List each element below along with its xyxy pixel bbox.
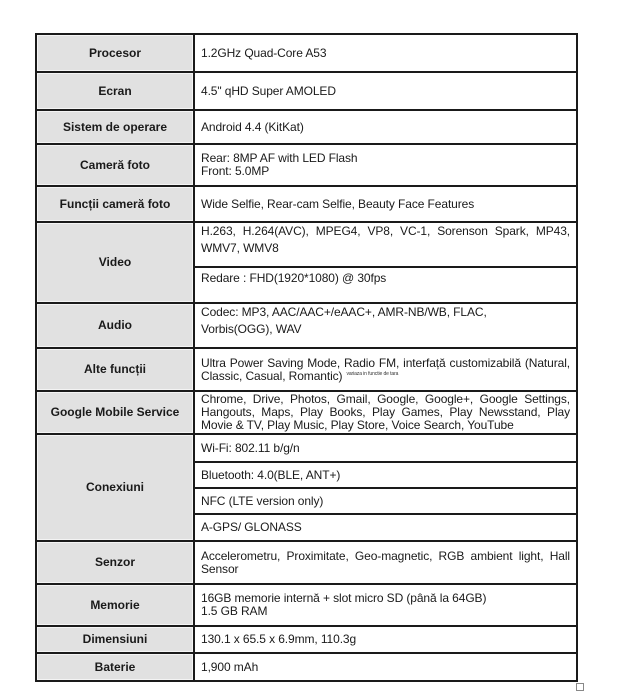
row-conexiuni-wifi xyxy=(36,434,577,462)
value-conexiuni-bluetooth: Bluetooth: 4.0(BLE, ANT+) xyxy=(194,462,577,488)
alte-functii-note: variaza in functie de tara xyxy=(346,370,399,377)
row-sistem-de-operare xyxy=(36,110,577,144)
row-google-mobile-service xyxy=(36,391,577,434)
spec-table xyxy=(35,33,578,682)
value-video-codecs: H.263, H.264(AVC), MPEG4, VP8, VC-1, Sorenson Spark, MP43, WMV7, WMV8 xyxy=(194,222,577,267)
row-procesor xyxy=(36,34,577,72)
value-sistem-de-operare: Android 4.4 (KitKat) xyxy=(194,110,577,144)
row-camera-foto xyxy=(36,144,577,186)
label-functii-camera-foto: Funcții cameră foto xyxy=(36,186,194,222)
value-dimensiuni: 130.1 x 65.5 x 6.9mm, 110.3g xyxy=(194,626,577,653)
label-audio: Audio xyxy=(36,303,194,348)
row-dimensiuni xyxy=(36,626,577,653)
value-alte-functii xyxy=(194,348,577,391)
memorie-ram: 1.5 GB RAM xyxy=(201,604,268,618)
table-resize-handle-icon[interactable] xyxy=(576,683,584,691)
camera-rear: Rear: 8MP AF with LED Flash xyxy=(201,151,358,165)
value-senzor: Accelerometru, Proximitate, Geo-magnetic, RGB ambient light, Hall Sensor xyxy=(194,541,577,584)
label-conexiuni: Conexiuni xyxy=(36,434,194,541)
row-senzor xyxy=(36,541,577,584)
row-memorie xyxy=(36,584,577,626)
label-alte-functii: Alte funcții xyxy=(36,348,194,391)
alte-functii-text: Ultra Power Saving Mode, Radio FM, interfață customizabilă (Natural, Classic, Casual, Romantic) xyxy=(201,355,570,383)
value-camera-foto xyxy=(194,144,577,186)
row-baterie xyxy=(36,653,577,681)
label-memorie: Memorie xyxy=(36,584,194,626)
value-procesor: 1.2GHz Quad-Core A53 xyxy=(194,34,577,72)
row-video-codecs xyxy=(36,222,577,267)
label-dimensiuni: Dimensiuni xyxy=(36,626,194,653)
label-camera-foto: Cameră foto xyxy=(36,144,194,186)
value-ecran: 4.5" qHD Super AMOLED xyxy=(194,72,577,110)
row-alte-functii xyxy=(36,348,577,391)
value-conexiuni-nfc: NFC (LTE version only) xyxy=(194,488,577,514)
label-baterie: Baterie xyxy=(36,653,194,681)
value-conexiuni-gps: A-GPS/ GLONASS xyxy=(194,514,577,541)
row-functii-camera-foto xyxy=(36,186,577,222)
row-audio xyxy=(36,303,577,348)
row-ecran xyxy=(36,72,577,110)
value-memorie xyxy=(194,584,577,626)
value-functii-camera-foto: Wide Selfie, Rear-cam Selfie, Beauty Face Features xyxy=(194,186,577,222)
value-conexiuni-wifi: Wi-Fi: 802.11 b/g/n xyxy=(194,434,577,462)
value-baterie: 1,900 mAh xyxy=(194,653,577,681)
label-sistem-de-operare: Sistem de operare xyxy=(36,110,194,144)
value-video-playback: Redare : FHD(1920*1080) @ 30fps xyxy=(194,267,577,303)
label-google-mobile-service: Google Mobile Service xyxy=(36,391,194,434)
camera-front: Front: 5.0MP xyxy=(201,164,270,178)
label-video: Video xyxy=(36,222,194,303)
memorie-storage: 16GB memorie internă + slot micro SD (până la 64GB) xyxy=(201,591,487,605)
label-procesor: Procesor xyxy=(36,34,194,72)
value-audio: Codec: MP3, AAC/AAC+/eAAC+, AMR-NB/WB, FLAC, Vorbis(OGG), WAV xyxy=(194,303,577,348)
label-senzor: Senzor xyxy=(36,541,194,584)
value-google-mobile-service: Chrome, Drive, Photos, Gmail, Google, Google+, Google Settings, Hangouts, Maps, Play Books, Play Games, Play Newsstand, Play Movie & TV, Play Music, Play Store, Voice Search, YouTube xyxy=(194,391,577,434)
label-ecran: Ecran xyxy=(36,72,194,110)
